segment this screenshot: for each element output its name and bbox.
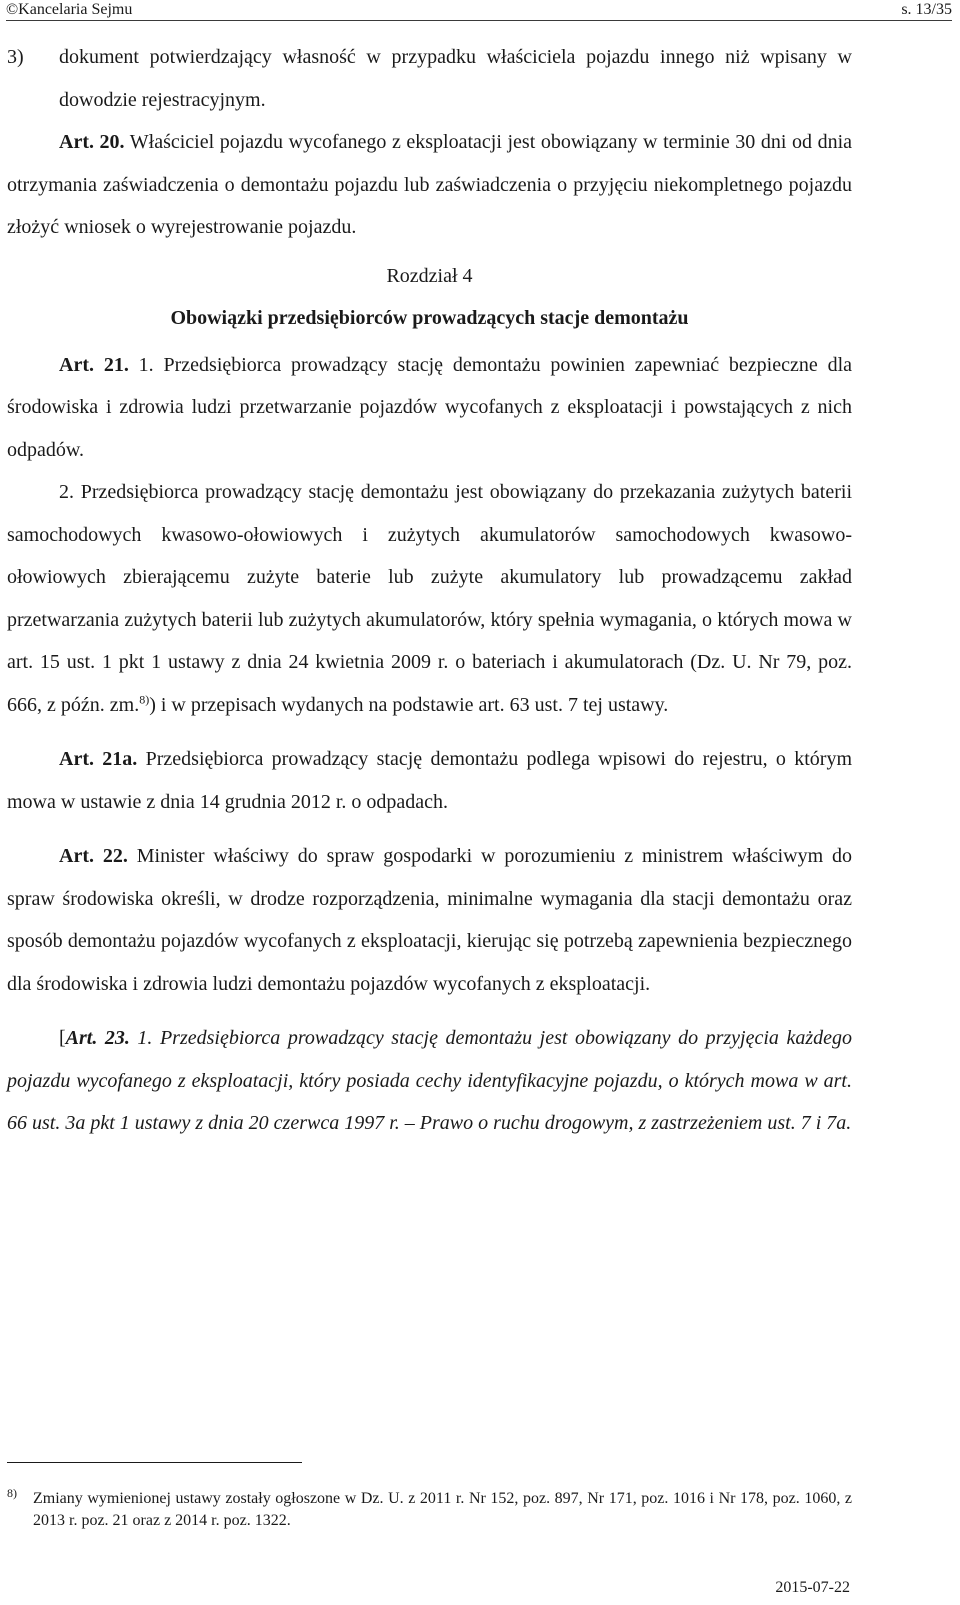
article-21-para-2-end: ) i w przepisach wydanych na podstawie art. 63 ust. 7 tej ustawy. [149,693,669,716]
article-20 [7,121,852,249]
article-21-label: Art. 21. [59,353,129,376]
page-number: s. 13/35 [901,1,952,18]
footnote-divider [7,1462,302,1463]
article-22 [7,835,852,1005]
article-21-para-1 [7,344,852,472]
header-divider [6,20,952,21]
footnote-reference[interactable]: 8) [139,691,150,706]
copyright-label: ©Kancelaria Sejmu [6,1,133,18]
article-23-bracket: [ [59,1027,66,1049]
footnote-text: Zmiany wymienionej ustawy zostały ogłoszone w Dz. U. z 2011 r. Nr 152, poz. 897, Nr 171, poz. 1016 i Nr 178, poz. 1060, z 2013 r. poz. 21 oraz z 2014 r. poz. 1322. [33,1490,852,1529]
article-21-para-2 [7,471,852,726]
list-item [7,36,852,121]
page-header [6,0,952,22]
chapter-number: Rozdział 4 [386,264,473,287]
article-23-label: Art. 23. [65,1027,130,1049]
article-20-text: Właściciel pojazdu wycofanego z eksploatacji jest obowiązany w terminie 30 dni od dnia otrzymania zaświadczenia o demontażu pojazdu lub zaświadczenia o przyjęciu niekompletnego pojazdu złożyć wniosek o wyrejestrowanie pojazdu. [7,131,853,238]
article-22-text: Minister właściwy do spraw gospodarki w porozumieniu z ministrem właściwym do spraw środowiska określi, w drodze rozporządzenia, minimalne wymagania dla stacji demontażu oraz sposób demontażu pojazdów wycofanych z eksploatacji, kierując się potrzebą zapewnienia bezpiecznego dla środowiska i zdrowia ludzi demontażu pojazdów wycofanych z eksploatacji. [7,845,852,995]
article-23 [7,1017,852,1145]
footnote-mark: 8) [7,1486,17,1500]
article-22-label: Art. 22. [59,845,128,867]
article-21a [7,738,852,823]
document-date: 2015-07-22 [775,1579,850,1596]
article-21-para-2-text: 2. Przedsiębiorca prowadzący stację demontażu jest obowiązany do przekazania zużytych baterii samochodowych kwasowo-ołowiowych i zużytych akumulatorów samochodowych kwasowo-ołowiowych zbierającemu zużyte baterie lub zużyte akumulatory lub prowadzącemu zakład przetwarzania zużytych baterii lub zużytych akumulatorów, który spełnia wymagania, o których mowa w art. 15 ust. 1 pkt 1 ustawy z dnia 24 kwietnia 2009 r. o bateriach i akumulatorach (Dz. U. Nr 79, poz. 666, z późn. zm. [7,481,852,716]
list-item-text: dokument potwierdzający własność w przypadku właściciela pojazdu innego niż wpisany w dowodzie rejestracyjnym. [59,46,852,111]
list-item-number: 3) [7,46,24,68]
chapter-title: Obowiązki przedsiębiorców prowadzących stacje demontażu [170,307,689,329]
article-23-text: 1. Przedsiębiorca prowadzący stację demontażu jest obowiązany do przyjęcia każdego pojazdu wycofanego z eksploatacji, który posiada cechy identyfikacyjne pojazdu, o których mowa w art. 66 ust. 3a pkt 1 ustawy z dnia 20 czerwca 1997 r. – Prawo o ruchu drogowym, z zastrzeżeniem ust. 7 i 7a. [7,1027,852,1134]
article-20-label: Art. 20. [59,131,125,153]
document-body [7,36,852,1145]
article-21-para-1-text: 1. Przedsiębiorca prowadzący stację demontażu powinien zapewniać bezpieczne dla środowiska i zdrowia ludzi przetwarzanie pojazdów wycofanych z eksploatacji i powstających z nich odpadów. [7,353,853,461]
article-21a-text: Przedsiębiorca prowadzący stację demontażu podlega wpisowi do rejestru, o którym mowa w ustawie z dnia 14 grudnia 2012 r. o odpadach. [7,748,852,813]
article-21a-label: Art. 21a. [59,748,138,770]
footnote [7,1488,852,1532]
